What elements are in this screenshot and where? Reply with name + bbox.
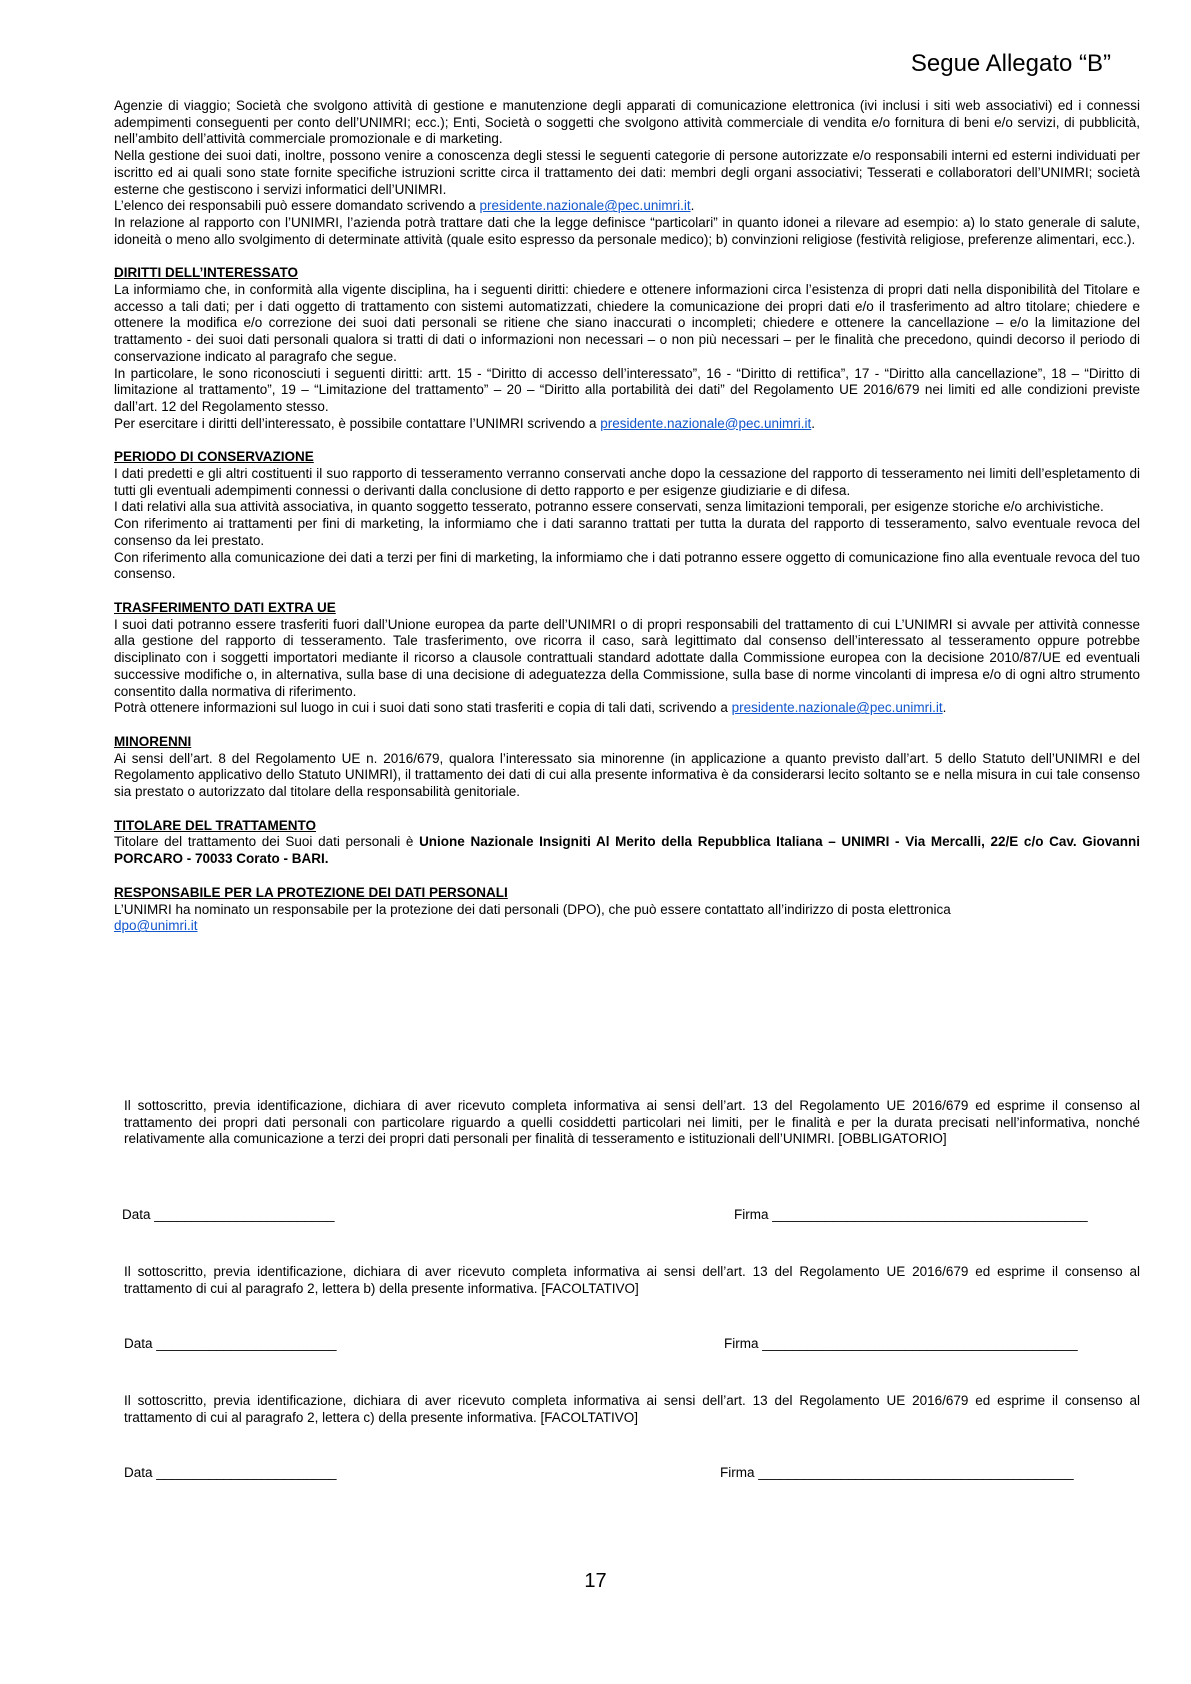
section-paragraph — [114, 918, 1140, 935]
section-text: Per esercitare i diritti dell’interessato, è possibile contattare l’UNIMRI scrivendo a — [114, 415, 601, 431]
firma-signature-line[interactable]: Firma __________________________________________ — [734, 1207, 1088, 1222]
email-link[interactable]: presidente.nazionale@pec.unimri.it — [479, 198, 691, 214]
section-paragraph: I suoi dati potranno essere trasferiti fuori dall’Unione europea da parte dell’UNIMRI o di propri responsabili del trattamento di cui L’UNIMRI si avvale per attività connesse alla gestione del rapporto di tesseramento. Tale trasferimento, ove ricorra il caso, sarà legittimato dal consenso dell’interessato al tesseramento oppure potrebbe disciplinato con i soggetti importatori mediante il ricorso a clausole contrattuali standard adottate dalla Commissione europea con la decisione 2010/87/UE ed eventuali successive modifiche o, in alternativa, sulla base di una decisione di adeguatezza della Commissione, sulla base di norme vincolanti di impresa e/o di ogni altro strumento consentito dalla normativa di riferimento. — [114, 616, 1140, 699]
section-paragraph: In particolare, le sono riconosciuti i seguenti diritti: artt. 15 - “Diritto di accesso dell’interessato”, 16 - “Diritto di rettifica”, 17 - “Diritto alla cancellazione”, 18 – “Diritto di limitazione al trattamento”, 19 – “Limitazione del trattamento” – 20 – “Diritto alla portabilità dei dati” del Regolamento UE 2016/679 nei limiti ed alle condizioni previste dall’art. 12 del Regolamento stesso. — [114, 365, 1140, 414]
consent-text-facoltativo-b: Il sottoscritto, previa identificazione, dichiara di aver ricevuto completa informativa ai sensi dell’art. 13 del Regolamento UE 2016/679 ed esprime il consenso al trattamento di cui al paragrafo 2, lettera b) della presente informativa. [FACOLTATIVO] — [124, 1264, 1140, 1296]
section-paragraph — [114, 834, 1140, 867]
intro-paragraph: Nella gestione dei suoi dati, inoltre, possono venire a conoscenza degli stessi le seguenti categorie di persone autorizzate e/o responsabili interni ed esterni individuati per iscritto ed ai quali sono state fornite specifiche istruzioni scritte circa il trattamento dei dati: membri degli organi associativi; Tesserati e collaboratori dell’UNIMRI; società esterne che gestiscono i servizi informatici dell’UNIMRI. — [114, 148, 1140, 197]
section-text: Titolare del trattamento dei Suoi dati personali è — [114, 834, 420, 850]
dpo-email-link[interactable]: dpo@unimri.it — [114, 918, 198, 934]
section-paragraph: Con riferimento alla comunicazione dei dati a terzi per fini di marketing, la informiamo che i dati potranno essere oggetto di comunicazione fino alla eventuale revoca del tuo consenso. — [114, 549, 1140, 582]
data-signature-line[interactable]: Data ________________________ — [122, 1207, 335, 1222]
intro-paragraph — [114, 198, 1140, 215]
section-text: Potrà ottenere informazioni sul luogo in cui i suoi dati sono stati trasferiti e copia di tali dati, scrivendo a — [114, 700, 732, 716]
page-header: Segue Allegato “B” — [910, 50, 1111, 77]
page-number: 17 — [584, 1570, 607, 1592]
section-paragraph: Con riferimento ai trattamenti per fini di marketing, la informiamo che i dati saranno trattati per tutta la durata del rapporto di tesseramento, salvo eventuale revoca del consenso da lei prestato. — [114, 516, 1140, 548]
punctuation: . — [811, 415, 816, 431]
intro-paragraph: In relazione al rapporto con l’UNIMRI, l’azienda potrà trattare dati che la legge definisce “particolari” in quanto idonei a rilevare ad esempio: a) lo stato generale di salute, idoneità o meno allo svolgimento di determinate attività (quale esito espresso da personale medico); b) convinzioni religiose (festività religiose, preferenze alimentari, ecc.). — [114, 214, 1140, 247]
section-heading: DIRITTI DELL’INTERESSATO — [114, 265, 299, 281]
titolare-name: Unione Nazionale Insigniti Al Merito della Repubblica Italiana – UNIMRI - Via Mercalli, 22/E c/o Cav. Giovanni PORCARO - 70033 Corato - BARI. — [114, 834, 1140, 867]
section-heading: RESPONSABILE PER LA PROTEZIONE DEI DATI PERSONALI — [114, 884, 508, 900]
section-paragraph — [114, 700, 1140, 717]
email-link[interactable]: presidente.nazionale@pec.unimri.it — [600, 415, 812, 431]
consent-text-obbligatorio: Il sottoscritto, previa identificazione, dichiara di aver ricevuto completa informativa ai sensi dell’art. 13 del Regolamento UE 2016/679 ed esprime il consenso al trattamento dei propri dati personali con particolare riguardo a quelli cosiddetti particolari nei limiti, per le finalità e per la durata precisati nell’informativa, nonché relativamente alla comunicazione a terzi dei propri dati personali per finalità di tesseramento e istituzionali dell’UNIMRI. [OBBLIGATORIO] — [124, 1098, 1140, 1147]
section-heading: MINORENNI — [114, 733, 192, 749]
consent-text-facoltativo-c: Il sottoscritto, previa identificazione, dichiara di aver ricevuto completa informativa ai sensi dell’art. 13 del Regolamento UE 2016/679 ed esprime il consenso al trattamento di cui al paragrafo 2, lettera c) della presente informativa. [FACOLTATIVO] — [124, 1393, 1140, 1425]
email-link[interactable]: presidente.nazionale@pec.unimri.it — [731, 700, 943, 716]
section-paragraph — [114, 416, 1140, 433]
section-paragraph: Ai sensi dell’art. 8 del Regolamento UE n. 2016/679, qualora l’interessato sia minorenne (in applicazione a quanto previsto dall’art. 5 dello Statuto dell’UNIMRI e del Regolamento applicativo dello Statuto UNIMRI), il trattamento dei dati di cui alla presente informativa è da considerarsi lecito soltanto se e nella misura in cui tale consenso sia prestato o autorizzato dal titolare della responsabilità genitoriale. — [114, 750, 1140, 800]
punctuation: . — [942, 700, 947, 716]
intro-text: L’elenco dei responsabili può essere domandato scrivendo a — [114, 198, 480, 214]
intro-paragraph: Agenzie di viaggio; Società che svolgono attività di gestione e manutenzione degli apparati di comunicazione elettronica (ivi inclusi i siti web associativi) ed i connessi adempimenti conseguenti per conto dell’UNIMRI; ecc.); Enti, Società o soggetti che svolgono attività commerciale di vendita e/o fornitura di beni e/o servizi, di pubblicità, nell’ambito dell’attività commerciale promozionale e di marketing. — [114, 98, 1140, 147]
data-signature-line[interactable]: Data ________________________ — [124, 1465, 337, 1480]
document-body — [114, 98, 1140, 935]
data-signature-line[interactable]: Data ________________________ — [124, 1336, 337, 1351]
section-heading: PERIODO DI CONSERVAZIONE — [114, 449, 314, 465]
section-paragraph: I dati predetti e gli altri costituenti il suo rapporto di tesseramento verranno conservati anche dopo la cessazione del rapporto di tesseramento nei limiti dell’espletamento di tutti gli eventuali adempimenti connessi o derivanti dalla conclusione di detto rapporto e per esigenze giudiziarie e di difesa. — [114, 466, 1140, 498]
section-heading: TITOLARE DEL TRATTAMENTO — [114, 817, 316, 833]
punctuation: . — [690, 198, 695, 214]
section-heading: TRASFERIMENTO DATI EXTRA UE — [114, 599, 336, 615]
firma-signature-line[interactable]: Firma __________________________________________ — [720, 1465, 1074, 1480]
section-paragraph: La informiamo che, in conformità alla vigente disciplina, ha i seguenti diritti: chiedere e ottenere informazioni circa l’esistenza di propri dati nella disponibilità del Titolare e accesso a tali dati; per i dati oggetto di trattamento con sistemi automatizzati, chiedere la comunicazione dei propri dati e/o il trasferimento ad altro titolare; chiedere e ottenere la modifica e/o correzione dei suoi dati personali se ritiene che siano inaccurati o incompleti; chiedere e ottenere la cancellazione – e/o la limitazione del trattamento - dei suoi dati personali qualora si tratti di dati o informazioni non necessari – o non più necessari – per le finalità che precedono, quindi decorso il periodo di conservazione indicato al paragrafo che segue. — [114, 282, 1140, 364]
firma-signature-line[interactable]: Firma __________________________________________ — [724, 1336, 1078, 1351]
section-paragraph: L’UNIMRI ha nominato un responsabile per la protezione dei dati personali (DPO), che può essere contattato all’indirizzo di posta elettronica — [114, 901, 951, 917]
section-paragraph: I dati relativi alla sua attività associativa, in quanto soggetto tesserato, potranno essere conservati, senza limitazioni temporali, per esigenze storiche e/o archivistiche. — [114, 499, 1104, 515]
